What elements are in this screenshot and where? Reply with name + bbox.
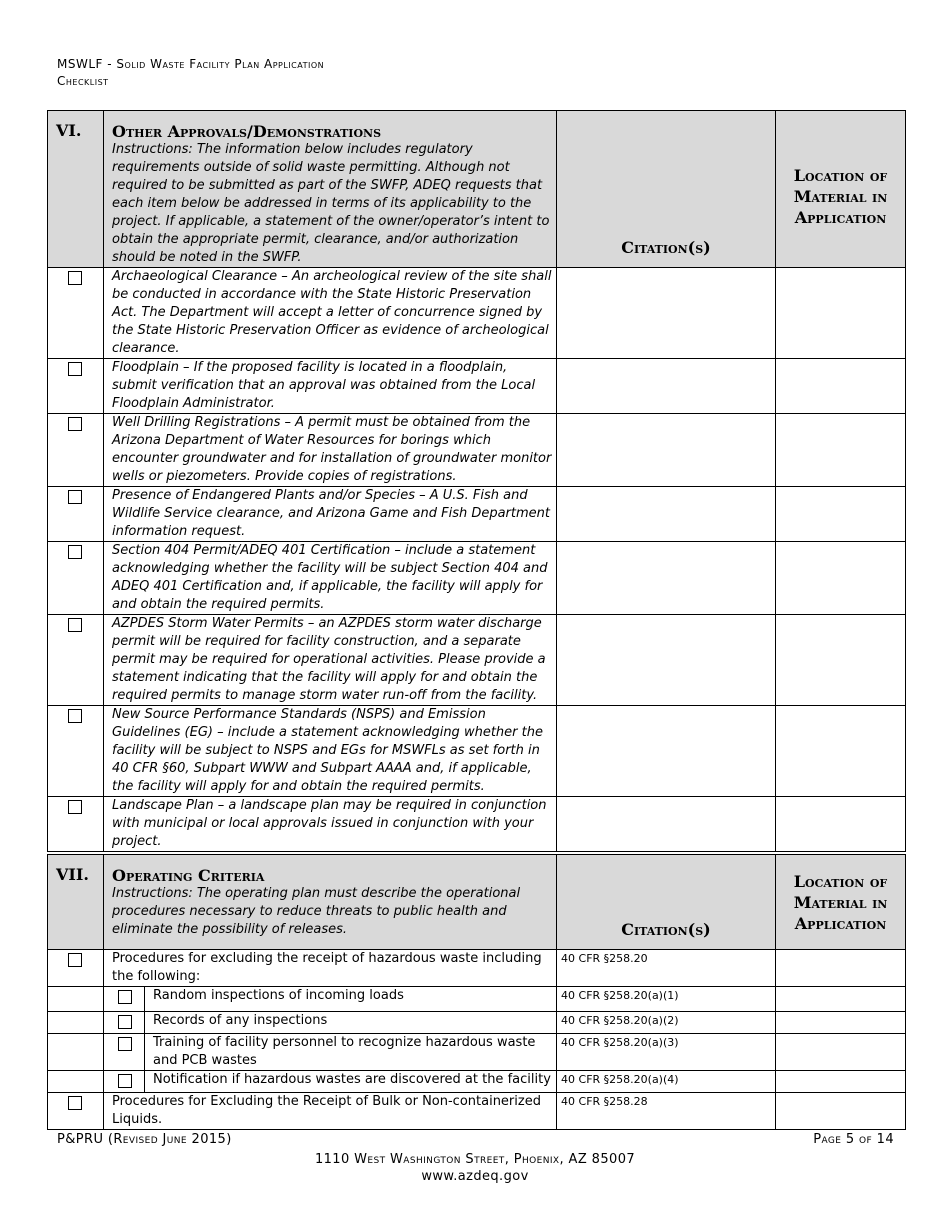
- section-title: Operating Criteria: [112, 866, 265, 885]
- subitem-description: Records of any inspections: [145, 1012, 557, 1034]
- item-checkbox[interactable]: [68, 417, 82, 431]
- location-cell[interactable]: [776, 1012, 906, 1034]
- checklist-row: [48, 1093, 906, 1130]
- checklist-subrow: [48, 1034, 906, 1071]
- item-checkbox[interactable]: [68, 490, 82, 504]
- footer-revision: P&PRU (Revised June 2015): [57, 1132, 232, 1147]
- checklist-row: [48, 359, 906, 414]
- checklist-row: [48, 797, 906, 852]
- item-description: Archaeological Clearance – An archeological review of the site shall be conducted in accordance with the State Historic Preservation Act. The Department will accept a letter of concurrence signed by the State Historic Preservation Officer as evidence of archeological clearance.: [104, 268, 557, 359]
- item-description: Landscape Plan – a landscape plan may be required in conjunction with municipal or local approvals issued in conjunction with your project.: [104, 797, 557, 852]
- checkbox-cell: [48, 359, 104, 414]
- subitem-checkbox[interactable]: [118, 1074, 132, 1088]
- footer-address: 1110 West Washington Street, Phoenix, AZ 85007: [314, 1152, 636, 1167]
- citation-cell[interactable]: [557, 542, 776, 615]
- citation-cell[interactable]: [557, 706, 776, 797]
- footer-page-number: Page 5 of 14: [813, 1132, 894, 1147]
- checkbox-cell: [48, 542, 104, 615]
- item-description: Floodplain – If the proposed facility is located in a floodplain, submit verification that an approval was obtained from the Local Floodplain Administrator.: [104, 359, 557, 414]
- footer-contact: [0, 1151, 950, 1185]
- location-column-header: Location of Material in Application: [776, 111, 906, 268]
- item-description: AZPDES Storm Water Permits – an AZPDES storm water discharge permit will be required for facility construction, and a separate permit may be required for operational activities. Please provide a statement indicating that the facility will apply for and obtain the required permits to manage storm water run-off from the facility.: [104, 615, 557, 706]
- subitem-description: Random inspections of incoming loads: [145, 987, 557, 1012]
- section-vi-table: [47, 110, 906, 852]
- blank-cell: [48, 1034, 104, 1071]
- checklist-row: [48, 950, 906, 987]
- citation-cell: 40 CFR §258.20(a)(4): [557, 1071, 776, 1093]
- section-title: Other Approvals/Demonstrations: [112, 122, 382, 141]
- item-description: New Source Performance Standards (NSPS) and Emission Guidelines (EG) – include a statement acknowledging whether the facility will be subject to NSPS and EGs for MSWFLs as set forth in 40 CFR §60, Subpart WWW and Subpart AAAA and, if applicable, the facility will apply for and obtain the required permits.: [104, 706, 557, 797]
- subitem-description: Notification if hazardous wastes are discovered at the facility: [145, 1071, 557, 1093]
- item-description: Presence of Endangered Plants and/or Species – A U.S. Fish and Wildlife Service clearance, and Arizona Game and Fish Department information request.: [104, 487, 557, 542]
- location-cell[interactable]: [776, 615, 906, 706]
- location-cell[interactable]: [776, 950, 906, 987]
- location-cell[interactable]: [776, 268, 906, 359]
- checkbox-cell: [48, 487, 104, 542]
- document-header: [57, 56, 324, 90]
- checklist-subrow: [48, 1071, 906, 1093]
- citation-column-header: Citation(s): [557, 111, 776, 268]
- checkbox-cell: [48, 706, 104, 797]
- item-description: Procedures for Excluding the Receipt of Bulk or Non-containerized Liquids.: [104, 1093, 557, 1130]
- citation-cell[interactable]: [557, 414, 776, 487]
- checklist-row: [48, 268, 906, 359]
- location-cell[interactable]: [776, 797, 906, 852]
- checklist-row: [48, 542, 906, 615]
- section-heading: [104, 111, 557, 268]
- location-cell[interactable]: [776, 706, 906, 797]
- item-checkbox[interactable]: [68, 1096, 82, 1110]
- location-cell[interactable]: [776, 1093, 906, 1130]
- location-column-header: Location of Material in Application: [776, 855, 906, 950]
- checklist-row: [48, 615, 906, 706]
- citation-cell: 40 CFR §258.20(a)(2): [557, 1012, 776, 1034]
- item-checkbox[interactable]: [68, 362, 82, 376]
- item-checkbox[interactable]: [68, 953, 82, 967]
- header-title: MSWLF - Solid Waste Facility Plan Application: [57, 57, 325, 71]
- subitem-checkbox[interactable]: [118, 1037, 132, 1051]
- checkbox-cell: [104, 1012, 145, 1034]
- citation-cell[interactable]: [557, 268, 776, 359]
- citation-cell[interactable]: [557, 359, 776, 414]
- location-cell[interactable]: [776, 414, 906, 487]
- checklist-subrow: [48, 987, 906, 1012]
- blank-cell: [48, 1012, 104, 1034]
- citation-cell[interactable]: [557, 615, 776, 706]
- blank-cell: [48, 987, 104, 1012]
- item-description: Section 404 Permit/ADEQ 401 Certification – include a statement acknowledging whether the facility will be subject Section 404 and ADEQ 401 Certification and, if applicable, the facility will apply for and obtain the required permits.: [104, 542, 557, 615]
- subitem-description: Training of facility personnel to recognize hazardous waste and PCB wastes: [145, 1034, 557, 1071]
- location-cell[interactable]: [776, 1071, 906, 1093]
- citation-cell[interactable]: [557, 797, 776, 852]
- checkbox-cell: [48, 797, 104, 852]
- citation-cell: 40 CFR §258.28: [557, 1093, 776, 1130]
- checklist-row: [48, 414, 906, 487]
- citation-cell: 40 CFR §258.20: [557, 950, 776, 987]
- checkbox-cell: [104, 1034, 145, 1071]
- citation-cell[interactable]: [557, 487, 776, 542]
- location-cell[interactable]: [776, 1034, 906, 1071]
- citation-column-header: Citation(s): [557, 855, 776, 950]
- item-checkbox[interactable]: [68, 618, 82, 632]
- checkbox-cell: [48, 1093, 104, 1130]
- location-cell[interactable]: [776, 359, 906, 414]
- item-description: Well Drilling Registrations – A permit must be obtained from the Arizona Department of Water Resources for borings which encounter groundwater and for installation of groundwater monitor wells or piezometers. Provide copies of registrations.: [104, 414, 557, 487]
- section-instructions: Instructions: The operating plan must describe the operational procedures necessary to reduce threats to public health and eliminate the possibility of releases.: [112, 886, 521, 937]
- checkbox-cell: [48, 268, 104, 359]
- item-checkbox[interactable]: [68, 709, 82, 723]
- item-checkbox[interactable]: [68, 271, 82, 285]
- checklist-row: [48, 706, 906, 797]
- section-number: VI.: [48, 111, 104, 268]
- item-checkbox[interactable]: [68, 800, 82, 814]
- subitem-checkbox[interactable]: [118, 1015, 132, 1029]
- checklist-row: [48, 487, 906, 542]
- checkbox-cell: [48, 950, 104, 987]
- section-number: VII.: [48, 855, 104, 950]
- section-vi-header-row: [48, 111, 906, 268]
- subitem-checkbox[interactable]: [118, 990, 132, 1004]
- citation-cell: 40 CFR §258.20(a)(3): [557, 1034, 776, 1071]
- header-subtitle: Checklist: [57, 74, 109, 88]
- checkbox-cell: [104, 987, 145, 1012]
- section-vii-header-row: [48, 855, 906, 950]
- checkbox-cell: [48, 615, 104, 706]
- item-checkbox[interactable]: [68, 545, 82, 559]
- section-vii-table: [47, 854, 906, 1130]
- location-cell[interactable]: [776, 987, 906, 1012]
- item-description: Procedures for excluding the receipt of hazardous waste including the following:: [104, 950, 557, 987]
- footer-website[interactable]: www.azdeq.gov: [421, 1169, 529, 1184]
- blank-cell: [48, 1071, 104, 1093]
- checklist-subrow: [48, 1012, 906, 1034]
- section-instructions: Instructions: The information below includes regulatory requirements outside of solid waste permitting. Although not required to be submitted as part of the SWFP, ADEQ requests that each item below be addressed in terms of its applicability to the project. If applicable, a statement of the owner/operator’s intent to obtain the appropriate permit, clearance, and/or authorization should be noted in the SWFP.: [112, 142, 550, 265]
- section-heading: [104, 855, 557, 950]
- location-cell[interactable]: [776, 542, 906, 615]
- checkbox-cell: [48, 414, 104, 487]
- citation-cell: 40 CFR §258.20(a)(1): [557, 987, 776, 1012]
- checkbox-cell: [104, 1071, 145, 1093]
- location-cell[interactable]: [776, 487, 906, 542]
